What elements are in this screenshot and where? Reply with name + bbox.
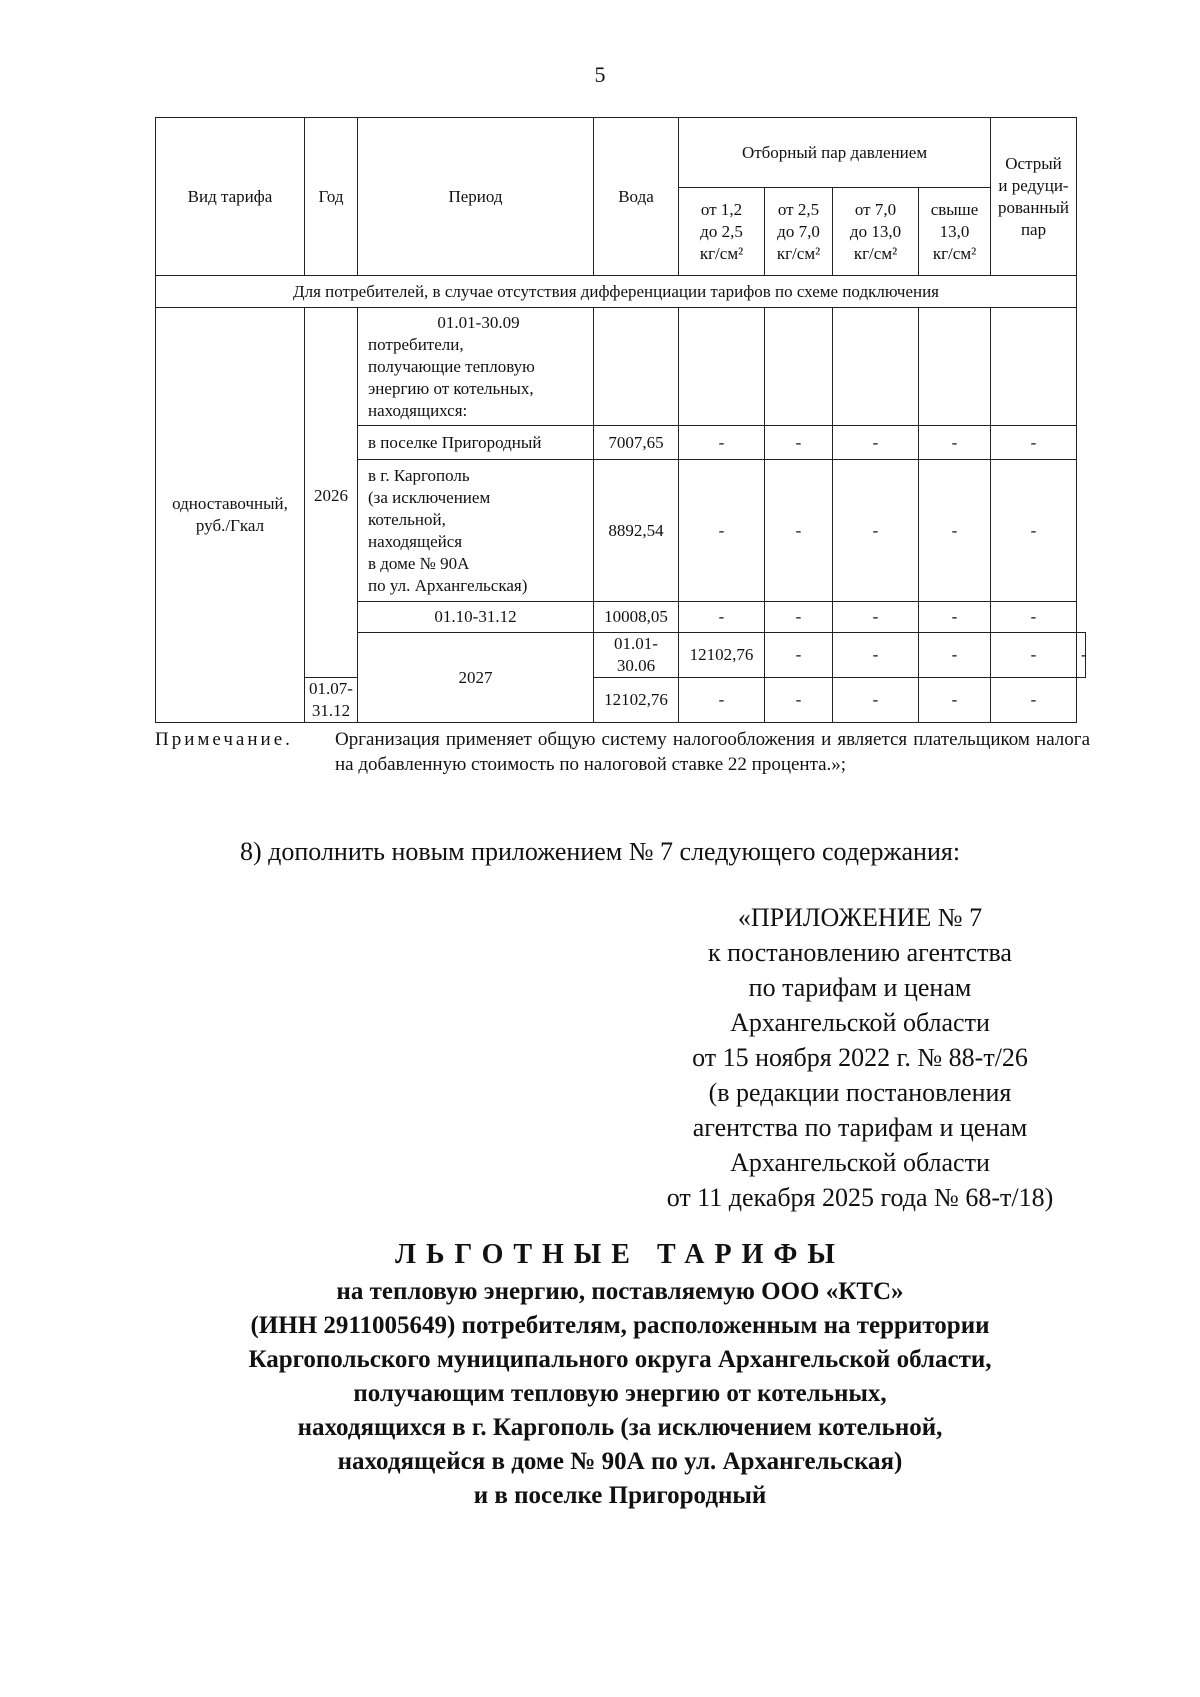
header-period: Период: [358, 118, 594, 276]
header-steam-over-13: свыше 13,0 кг/см²: [919, 188, 991, 276]
dash-cell: -: [919, 678, 991, 723]
header-steam-2-5-7: от 2,5 до 7,0 кг/см²: [765, 188, 833, 276]
water-value: 10008,05: [594, 602, 679, 633]
water-value: 12102,76: [679, 633, 765, 678]
dash-cell: -: [679, 426, 765, 460]
document-title: [150, 1235, 1090, 1513]
dash-cell: -: [919, 460, 991, 602]
note-text: Организация применяет общую систему налогообложения и является плательщиком налога на добавленную стоимость по налоговой ставке 22 процента.»;: [335, 729, 1090, 775]
dash-cell: -: [765, 633, 833, 678]
dash-cell: -: [919, 633, 991, 678]
header-steam-7-13: от 7,0 до 13,0 кг/см²: [833, 188, 919, 276]
empty-cell: [765, 308, 833, 426]
title-line: (ИНН 2911005649) потребителям, расположенным на территории: [250, 1312, 990, 1339]
appendix-line: агентства по тарифам и ценам: [692, 1113, 1028, 1142]
dash-cell: -: [679, 602, 765, 633]
page-number: 5: [594, 62, 606, 87]
amendment-text: 8) дополнить новым приложением № 7 следующего содержания:: [240, 837, 961, 866]
dash-cell: -: [765, 678, 833, 723]
appendix-line: по тарифам и ценам: [748, 973, 972, 1002]
year-2027: 2027: [358, 633, 594, 723]
period-cell: в г. Каргополь (за исключением котельной, находящейся в доме № 90А по ул. Архангельская): [358, 460, 594, 602]
title-line: получающим тепловую энергию от котельных,: [353, 1380, 887, 1407]
title-line: и в поселке Пригородный: [473, 1482, 767, 1509]
appendix-line: от 11 декабря 2025 года № 68-т/18): [666, 1183, 1054, 1212]
dash-cell: -: [833, 633, 919, 678]
dash-cell: -: [991, 633, 1077, 678]
empty-cell: [833, 308, 919, 426]
period-cell: 01.10-31.12: [358, 602, 594, 633]
dash-cell: -: [991, 426, 1077, 460]
appendix-line: к постановлению агентства: [708, 938, 1012, 967]
appendix-line: (в редакции постановления: [708, 1078, 1012, 1107]
note: [155, 727, 1090, 777]
appendix-line: Архангельской области: [730, 1148, 990, 1177]
header-year: Год: [305, 118, 358, 276]
header-tariff-type: Вид тарифа: [156, 118, 305, 276]
dash-cell: -: [765, 426, 833, 460]
dash-cell: -: [919, 426, 991, 460]
appendix-line: от 15 ноября 2022 г. № 88-т/26: [692, 1043, 1028, 1072]
header-water: Вода: [594, 118, 679, 276]
dash-cell: -: [833, 426, 919, 460]
title-line: Каргопольского муниципального округа Архангельской области,: [248, 1346, 992, 1373]
period-cell: 01.07-31.12: [305, 678, 358, 723]
dash-cell: -: [833, 460, 919, 602]
water-value: 8892,54: [594, 460, 679, 602]
water-value: 7007,65: [594, 426, 679, 460]
period-cell: в поселке Пригородный: [358, 426, 594, 460]
title-main: ЛЬГОТНЫЕ ТАРИФЫ: [395, 1239, 845, 1270]
dash-cell: -: [1077, 633, 1086, 678]
empty-cell: [919, 308, 991, 426]
empty-cell: [679, 308, 765, 426]
dash-cell: -: [833, 678, 919, 723]
year-2026: 2026: [305, 308, 358, 678]
period-intro: 01.01-30.09 потребители, получающие тепловую энергию от котельных, находящихся:: [358, 308, 594, 426]
dash-cell: -: [679, 460, 765, 602]
tariff-table: [155, 117, 1086, 723]
dash-cell: -: [833, 602, 919, 633]
title-line: находящейся в доме № 90А по ул. Архангельская): [337, 1448, 903, 1475]
dash-cell: -: [919, 602, 991, 633]
appendix-line: «ПРИЛОЖЕНИЕ № 7: [737, 903, 983, 932]
header-selected-steam: Отборный пар давлением: [679, 118, 991, 188]
dash-cell: -: [765, 602, 833, 633]
tariff-type-cell: одноставочный, руб./Гкал: [156, 308, 305, 723]
title-line: на тепловую энергию, поставляемую ООО «КТС»: [336, 1278, 904, 1305]
appendix-line: Архангельской области: [730, 1008, 990, 1037]
header-sharp-steam: Острый и редуци- рованный пар: [991, 118, 1077, 276]
empty-cell: [594, 308, 679, 426]
dash-cell: -: [765, 460, 833, 602]
dash-cell: -: [991, 602, 1077, 633]
section-title: Для потребителей, в случае отсутствия дифференциации тарифов по схеме подключения: [156, 276, 1077, 308]
water-value: 12102,76: [594, 678, 679, 723]
period-cell: 01.01-30.06: [594, 633, 679, 678]
dash-cell: -: [679, 678, 765, 723]
title-line: находящихся в г. Каргополь (за исключением котельной,: [297, 1414, 943, 1441]
empty-cell: [991, 308, 1077, 426]
appendix-header: [620, 900, 1100, 1215]
dash-cell: -: [991, 678, 1077, 723]
dash-cell: -: [991, 460, 1077, 602]
note-label: Примечание.: [155, 729, 293, 750]
header-steam-1-2-5: от 1,2 до 2,5 кг/см²: [679, 188, 765, 276]
